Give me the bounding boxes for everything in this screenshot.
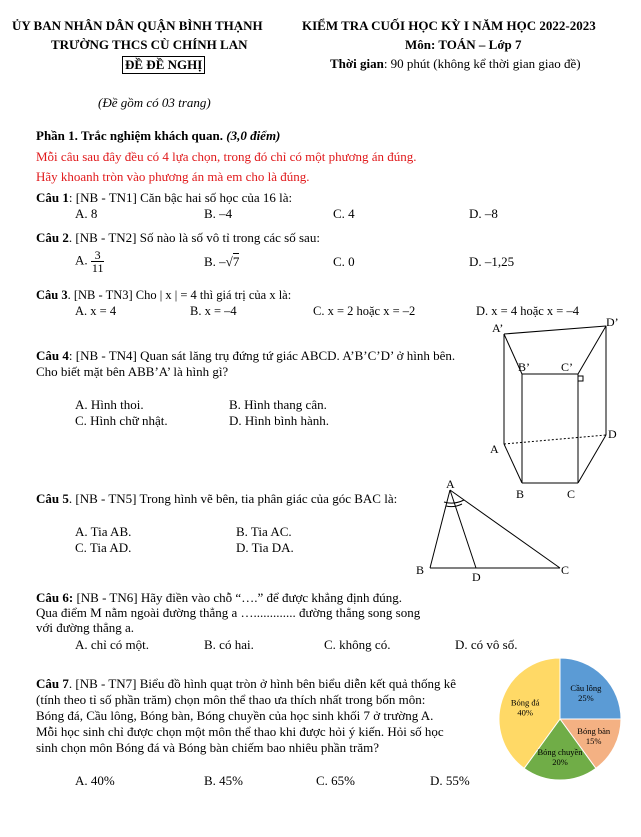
pie-category-label-2: Bóng bàn [577, 726, 611, 737]
edge-a-d-hidden [504, 435, 606, 444]
q4-option-b[interactable]: B. Hình thang cân. [229, 397, 327, 412]
question-5-label: Câu 5 [36, 491, 69, 506]
question-4-text-2: Cho biết mặt bên ABB’A’ là hình gì? [36, 364, 229, 379]
exam-title: KIỂM TRA CUỐI HỌC KỲ I NĂM HỌC 2022-2023 [302, 18, 596, 33]
label-a1: A’ [492, 321, 504, 335]
question-3-label: Câu 3 [36, 288, 68, 302]
question-6-text-1: [NB - TN6] Hãy điền vào chỗ “….” để được khẳng định đúng. [73, 590, 403, 605]
q1-option-c[interactable]: C. 4 [333, 206, 355, 221]
question-3 [36, 288, 291, 303]
fraction-denominator: 11 [91, 261, 104, 275]
label-a: A [490, 442, 499, 456]
q4-option-a[interactable]: A. Hình thoi. [75, 397, 144, 412]
part1-points: (3,0 điểm) [226, 128, 281, 143]
pie-category-label-3: Bóng chuyền [537, 746, 583, 757]
instruction-1: Mỗi câu sau đây đều có 4 lựa chọn, trong đó chỉ có một phương án đúng. [36, 149, 417, 164]
question-5 [36, 491, 397, 507]
q5-option-c[interactable]: C. Tia AD. [75, 540, 132, 555]
question-6-text-2: Qua điểm M nằm ngoài đường thẳng a …............. đường thẳng song song [36, 605, 421, 620]
q6-option-d[interactable]: D. có vô số. [455, 637, 518, 652]
label-b1: B’ [518, 360, 530, 374]
q7-option-a[interactable]: A. 40% [75, 773, 115, 788]
q3-option-c[interactable]: C. x = 2 hoặc x = –2 [313, 304, 416, 318]
sqrt-icon: √ [225, 254, 233, 269]
label-b: B [416, 563, 425, 577]
question-1 [36, 190, 292, 206]
pie-value-label-2: 15% [585, 736, 602, 747]
q5-option-a[interactable]: A. Tia AB. [75, 524, 132, 539]
subject-line: Môn: TOÁN – Lớp 7 [405, 37, 522, 52]
q7-option-b[interactable]: B. 45% [204, 773, 243, 788]
pie-value-label-1: 25% [578, 693, 594, 704]
q1-option-d[interactable]: D. –8 [469, 206, 498, 221]
q4-option-d[interactable]: D. Hình bình hành. [229, 413, 330, 428]
question-7-text-5: sinh chọn môn Bóng đá và Bóng bàn chiếm bao nhiêu phần trăm? [36, 740, 379, 755]
label-d: D [608, 427, 617, 441]
q2-option-c[interactable]: C. 0 [333, 254, 355, 269]
question-2-text: . [NB - TN2] Số nào là số vô tỉ trong các số sau: [68, 230, 320, 245]
question-2-label: Câu 2 [36, 230, 69, 245]
edge-d1-c1 [578, 326, 606, 374]
question-5-text: . [NB - TN5] Trong hình vẽ bên, tia phân giác của góc BAC là: [68, 491, 398, 506]
pie-value-label-4: 40% [517, 707, 533, 718]
question-2 [36, 230, 320, 246]
question-7-label: Câu 7 [36, 676, 69, 691]
q2-option-a[interactable] [75, 249, 104, 274]
part1-heading [36, 128, 280, 144]
fraction-numerator: 3 [91, 249, 105, 262]
q7-option-c[interactable]: C. 65% [316, 773, 355, 788]
dept-name: ỦY BAN NHÂN DÂN QUẬN BÌNH THẠNH [12, 18, 263, 33]
q3-option-a[interactable]: A. x = 4 [75, 304, 117, 318]
pie-category-label-1: Cầu lông [570, 683, 602, 694]
sqrt-radicand: 7 [232, 254, 240, 269]
label-d: D [472, 570, 481, 584]
question-1-label: Câu 1 [36, 190, 69, 205]
question-7-text-3: Bóng đá, Cầu lông, Bóng bàn, Bóng chuyền của học sinh khối 7 ở trường A. [36, 708, 434, 723]
q1-option-b[interactable]: B. –4 [204, 206, 233, 221]
q4-option-c[interactable]: C. Hình chữ nhật. [75, 413, 168, 428]
proposal-label: ĐỀ ĐỀ NGHỊ [122, 56, 205, 74]
question-4 [36, 348, 455, 364]
fraction-3-11 [91, 249, 105, 274]
prism-figure [478, 318, 628, 503]
question-6-text-3: với đường thẳng a. [36, 620, 135, 635]
question-3-text: . [NB - TN3] Cho | x | = 4 thì giá trị của x là: [67, 288, 292, 302]
label-c: C [567, 487, 576, 501]
time-label: Thời gian [330, 56, 384, 71]
question-6-label: Câu 6: [36, 590, 74, 605]
school-name: TRƯỜNG THCS CÙ CHÍNH LAN [51, 37, 248, 52]
segment-ad [450, 490, 476, 568]
q2-option-b-prefix: B. – [204, 254, 226, 269]
question-4-text-1: : [NB - TN4] Quan sát lăng trụ đứng tứ giác ABCD. A’B’C’D’ ở hình bên. [68, 348, 456, 363]
time-value: : 90 phút (không kể thời gian giao đề) [383, 56, 581, 71]
edge-c-d [578, 435, 606, 483]
pie-category-label-4: Bóng đá [510, 697, 540, 708]
label-a: A [446, 478, 455, 491]
question-6 [36, 590, 402, 606]
q2-option-b[interactable] [204, 254, 239, 270]
q6-option-a[interactable]: A. chỉ có một. [75, 637, 150, 652]
question-7 [36, 676, 456, 692]
q2-option-d[interactable]: D. –1,25 [469, 254, 515, 269]
q3-option-d[interactable]: D. x = 4 hoặc x = –4 [476, 304, 579, 318]
edge-a1-d1 [504, 326, 606, 334]
triangle-figure [410, 478, 575, 586]
question-1-text: : [NB - TN1] Căn bậc hai số học của 16 là: [68, 190, 293, 205]
angle-mark-bad [446, 504, 462, 507]
q6-option-b[interactable]: B. có hai. [204, 637, 254, 652]
q2-option-a-prefix: A. [75, 252, 88, 268]
q1-option-a[interactable]: A. 8 [75, 206, 98, 221]
question-7-text-1: . [NB - TN7] Biểu đồ hình quạt tròn ở hình bên biểu diễn kết quả thống kê [68, 676, 457, 691]
segment-ab [430, 490, 450, 568]
question-7-text-4: Mỗi học sinh chỉ được chọn một môn thể thao khi được hỏi ý kiến. Hỏi số học [36, 724, 444, 739]
label-d1: D’ [606, 318, 619, 329]
label-c1: C’ [561, 360, 573, 374]
part1-title: Phần 1. Trắc nghiệm khách quan. [36, 128, 223, 143]
q5-option-d[interactable]: D. Tia DA. [236, 540, 294, 555]
instruction-2: Hãy khoanh tròn vào phương án mà em cho là đúng. [36, 169, 310, 184]
segment-ac [450, 490, 560, 568]
q6-option-c[interactable]: C. không có. [324, 637, 391, 652]
right-angle-mark [578, 376, 583, 381]
pie-value-label-3: 20% [552, 756, 568, 767]
pie-chart [490, 655, 630, 785]
question-4-label: Câu 4 [36, 348, 69, 363]
q3-option-b[interactable]: B. x = –4 [190, 304, 237, 318]
label-b: B [516, 487, 525, 501]
pages-note: (Đề gồm có 03 trang) [98, 95, 211, 110]
question-7-text-2: (tính theo tỉ số phần trăm) chọn môn thể thao ưa thích nhất trong bốn môn: [36, 692, 426, 707]
time-line [330, 56, 581, 72]
label-c: C [561, 563, 570, 577]
q5-option-b[interactable]: B. Tia AC. [236, 524, 292, 539]
q7-option-d[interactable]: D. 55% [430, 773, 470, 788]
